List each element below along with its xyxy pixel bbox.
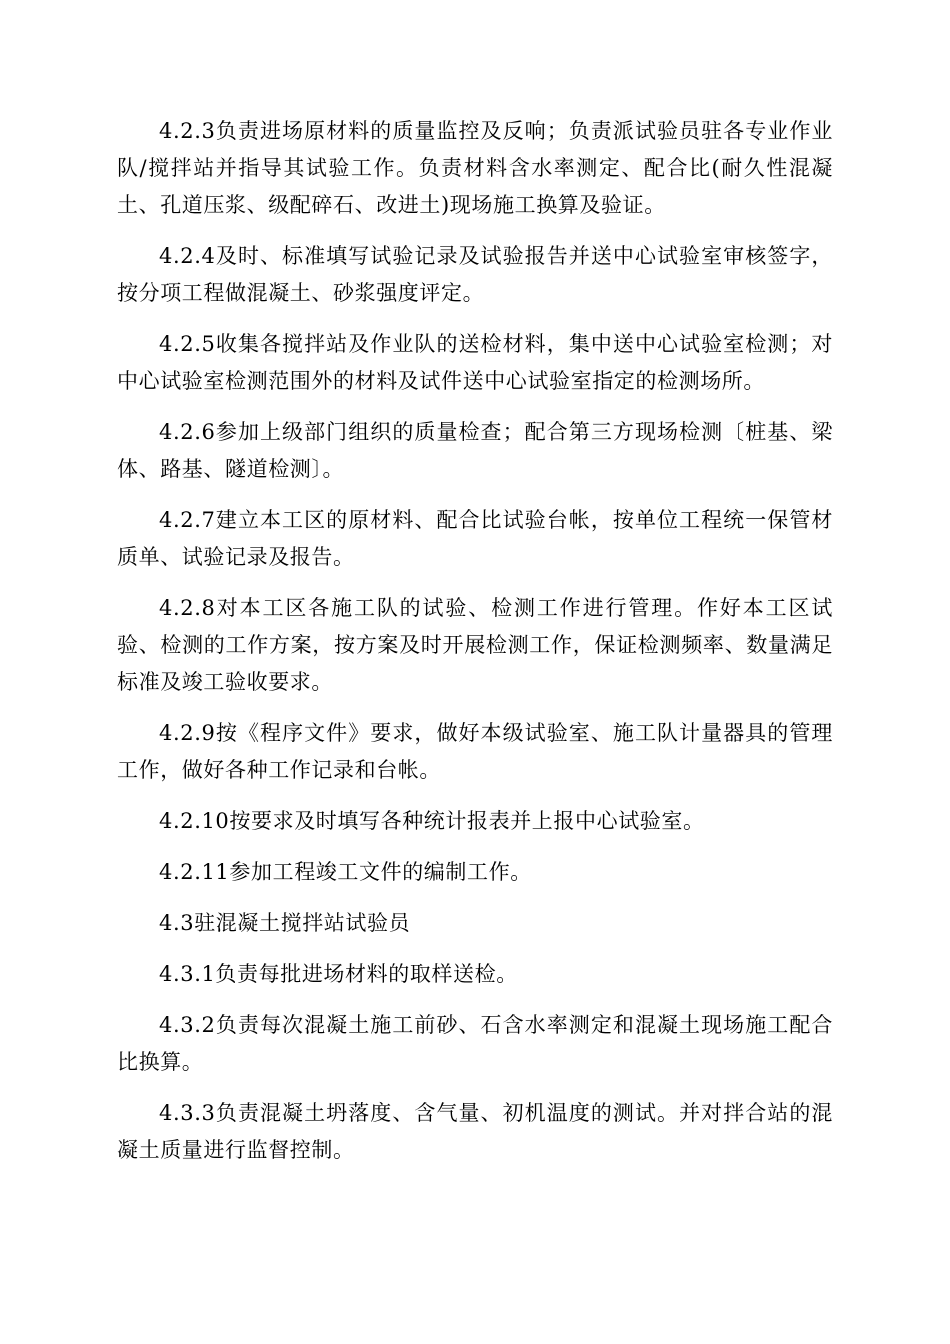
- paragraph-4-3-3: 4.3.3负责混凝土坍落度、含气量、初机温度的测试。并对拌合站的混凝土质量进行监督控制。: [117, 1101, 833, 1162]
- document-body: [117, 113, 833, 1183]
- paragraph-4-2-5: 4.2.5收集各搅拌站及作业队的送检材料，集中送中心试验室检测；对中心试验室检测范围外的材料及试件送中心试验室指定的检测场所。: [117, 332, 833, 393]
- paragraph-4-3-2: 4.3.2负责每次混凝土施工前砂、石含水率测定和混凝土现场施工配合比换算。: [117, 1013, 833, 1074]
- paragraph-4-2-3: 4.2.3负责进场原材料的质量监控及反响；负责派试验员驻各专业作业队/搅拌站并指导其试验工作。负责材料含水率测定、配合比(耐久性混凝土、孔道压浆、级配碎石、改进土)现场施工换算及验证。: [117, 119, 833, 217]
- paragraph-4-2-11: 4.2.11参加工程竣工文件的编制工作。: [159, 860, 532, 884]
- paragraph-4-3-1: 4.3.1负责每批进场材料的取样送检。: [159, 962, 518, 986]
- paragraph-4-2-7: 4.2.7建立本工区的原材料、配合比试验台帐，按单位工程统一保管材质单、试验记录及报告。: [117, 508, 833, 569]
- paragraph-4-2-10: 4.2.10按要求及时填写各种统计报表并上报中心试验室。: [159, 809, 705, 833]
- paragraph-4-2-8: 4.2.8对本工区各施工队的试验、检测工作进行管理。作好本工区试验、检测的工作方案，按方案及时开展检测工作，保证检测频率、数量满足标准及竣工验收要求。: [117, 596, 833, 694]
- paragraph-4-2-6: 4.2.6参加上级部门组织的质量检查；配合第三方现场检测〔桩基、梁体、路基、隧道检测〕。: [117, 420, 833, 481]
- paragraph-4-2-9: 4.2.9按《程序文件》要求，做好本级试验室、施工队计量器具的管理工作，做好各种工作记录和台帐。: [117, 721, 833, 782]
- paragraph-4-2-4: 4.2.4及时、标准填写试验记录及试验报告并送中心试验室审核签字，按分项工程做混凝土、砂浆强度评定。: [117, 244, 833, 305]
- section-heading-4-3: 4.3驻混凝土搅拌站试验员: [159, 911, 411, 935]
